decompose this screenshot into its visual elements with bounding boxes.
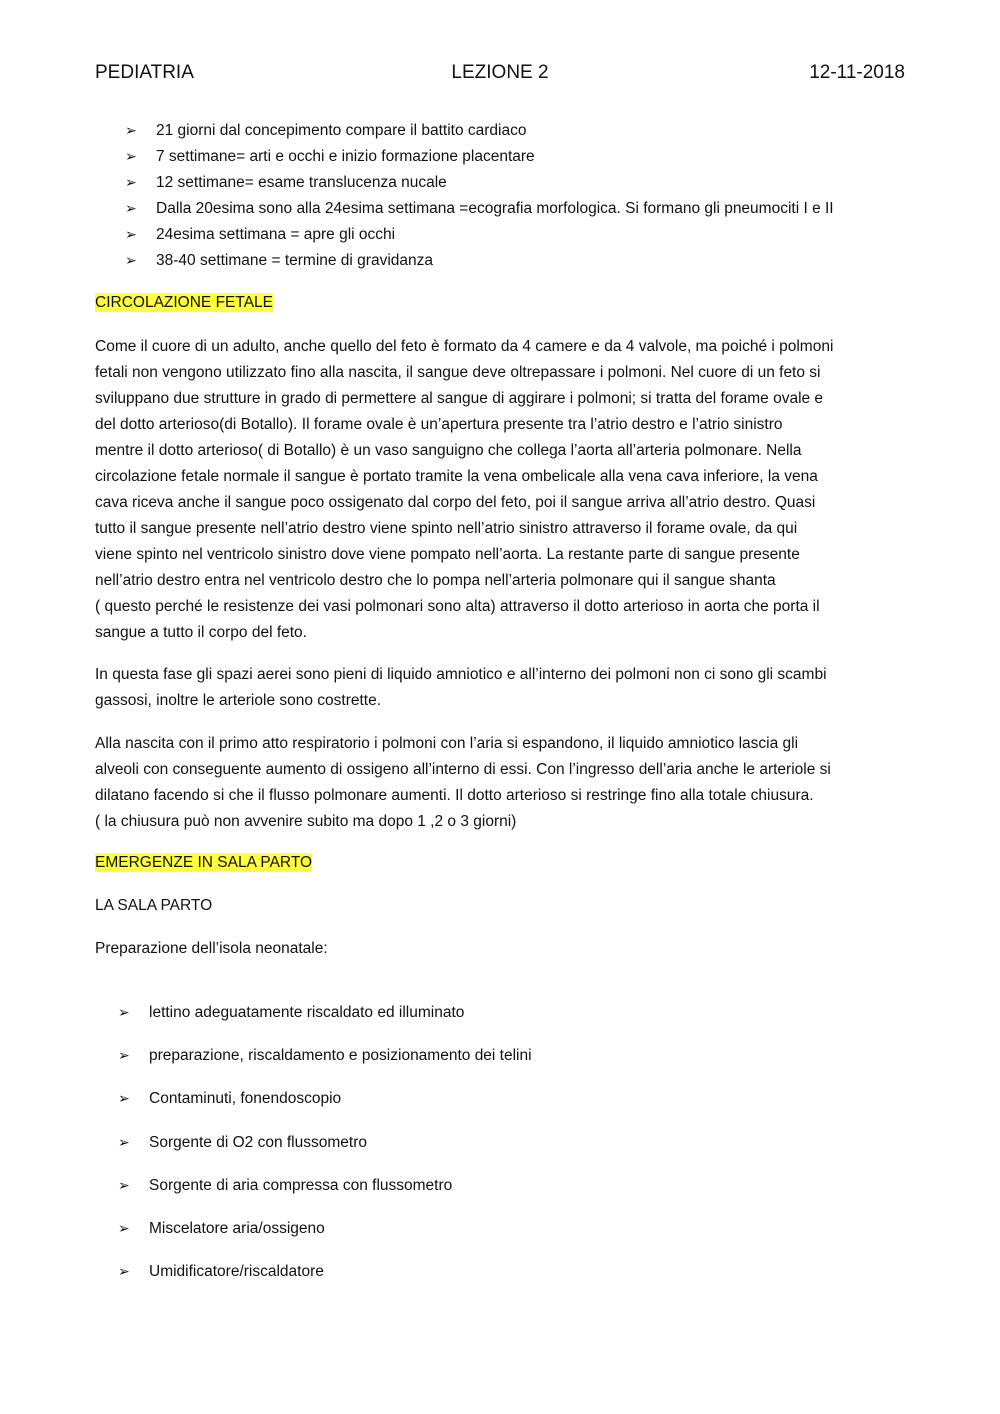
arrowhead-bullet-icon: ➢: [118, 1264, 130, 1281]
arrowhead-bullet-icon: ➢: [118, 1091, 130, 1108]
section-heading-circolazione: CIRCOLAZIONE FETALE: [95, 294, 273, 311]
header-date: 12-11-2018: [809, 62, 905, 83]
list-item: ➢ Sorgente di O2 con flussometro: [118, 1130, 532, 1173]
intro-isola-neonatale: Preparazione dell’isola neonatale:: [95, 940, 328, 957]
list-item: ➢ lettino adeguatamente riscaldato ed illuminato: [118, 1000, 532, 1043]
arrowhead-bullet-icon: ➢: [125, 201, 137, 217]
arrowhead-bullet-icon: ➢: [118, 1134, 130, 1151]
section-heading-emergenze: EMERGENZE IN SALA PARTO: [95, 854, 313, 871]
list-item: ➢ Umidificatore/riscaldatore: [118, 1259, 532, 1302]
arrowhead-bullet-icon: ➢: [125, 123, 137, 139]
arrowhead-bullet-icon: ➢: [125, 227, 137, 243]
arrowhead-bullet-icon: ➢: [125, 149, 137, 165]
paragraph-birth: Alla nascita con il primo atto respiratorio i polmoni con l’aria si espandono, il liquido amniotico lascia gli alveoli con conseguente aumento di ossigeno all’interno di essi. Con l’ingresso dell’aria anche le arteriole si dilatano facendo si che il flusso polmonare aumenti. Il dotto arterioso si restringe fino alla totale chiusura. ( la chiusura può non avvenire subito ma dopo 1 ,2 o 3 giorni): [95, 735, 831, 830]
pregnancy-timeline-list: [125, 118, 834, 274]
header-lesson: LEZIONE 2: [451, 62, 549, 83]
list-item: ➢ 7 settimane= arti e occhi e inizio formazione placentare: [125, 144, 834, 170]
list-item: ➢ 24esima settimana = apre gli occhi: [125, 222, 834, 248]
paragraph-air-spaces: In questa fase gli spazi aerei sono pieni di liquido amniotico e all’interno dei polmoni non ci sono gli scambi gassosi, inoltre le arteriole sono costrette.: [95, 666, 827, 709]
list-item: ➢ Contaminuti, fonendoscopio: [118, 1086, 532, 1129]
list-item: ➢ Miscelatore aria/ossigeno: [118, 1216, 532, 1259]
arrowhead-bullet-icon: ➢: [125, 253, 137, 269]
neonatal-equipment-list: [118, 1000, 532, 1302]
page-header: [95, 62, 905, 88]
header-subject: PEDIATRIA: [95, 62, 194, 83]
list-item: ➢ 12 settimane= esame translucenza nucale: [125, 170, 834, 196]
list-item: ➢ Dalla 20esima sono alla 24esima settimana =ecografia morfologica. Si formano gli pneumociti I e II: [125, 196, 834, 222]
arrowhead-bullet-icon: ➢: [118, 1005, 130, 1021]
arrowhead-bullet-icon: ➢: [118, 1048, 130, 1065]
arrowhead-bullet-icon: ➢: [118, 1177, 130, 1194]
list-item: ➢ Sorgente di aria compressa con flussometro: [118, 1173, 532, 1216]
subheading-sala-parto: LA SALA PARTO: [95, 897, 213, 914]
list-item: ➢ 21 giorni dal concepimento compare il battito cardiaco: [125, 118, 834, 144]
list-item: ➢ 38-40 settimane = termine di gravidanza: [125, 248, 834, 274]
paragraph-fetal-circulation: Come il cuore di un adulto, anche quello del feto è formato da 4 camere e da 4 valvole, ma poiché i polmoni fetali non vengono utilizzato fino alla nascita, il sangue deve oltrepassare i polmoni. Nel cuore di un feto si sviluppano due strutture in grado di permettere al sangue di aggirare i polmoni; si tratta del forame ovale e del dotto arterioso(di Botallo). Il forame ovale è un’apertura presente tra l’atrio destro e l’atrio sinistro mentre il dotto arterioso( di Botallo) è un vaso sanguigno che collega l’aorta all’arteria polmonare. Nella circolazione fetale normale il sangue è portato tramite la vena ombelicale alla vena cava inferiore, la vena cava riceva anche il sangue poco ossigenato dal corpo del feto, poi il sangue arriva all’atrio destro. Quasi tutto il sangue presente nell’atrio destro viene spinto nell’atrio sinistro attraverso il forame ovale, da qui viene spinto nel ventricolo sinistro dove viene pompato nell’aorta. La restante parte di sangue presente nell’atrio destro entra nel ventricolo destro che lo pompa nell’arteria polmonare qui il sangue shanta ( questo perché le resistenze dei vasi polmonari sono alta) attraverso il dotto arterioso in aorta che porta il sangue a tutto il corpo del feto.: [95, 338, 834, 641]
arrowhead-bullet-icon: ➢: [125, 175, 137, 191]
list-item: ➢ preparazione, riscaldamento e posizionamento dei telini: [118, 1043, 532, 1086]
arrowhead-bullet-icon: ➢: [118, 1220, 130, 1237]
